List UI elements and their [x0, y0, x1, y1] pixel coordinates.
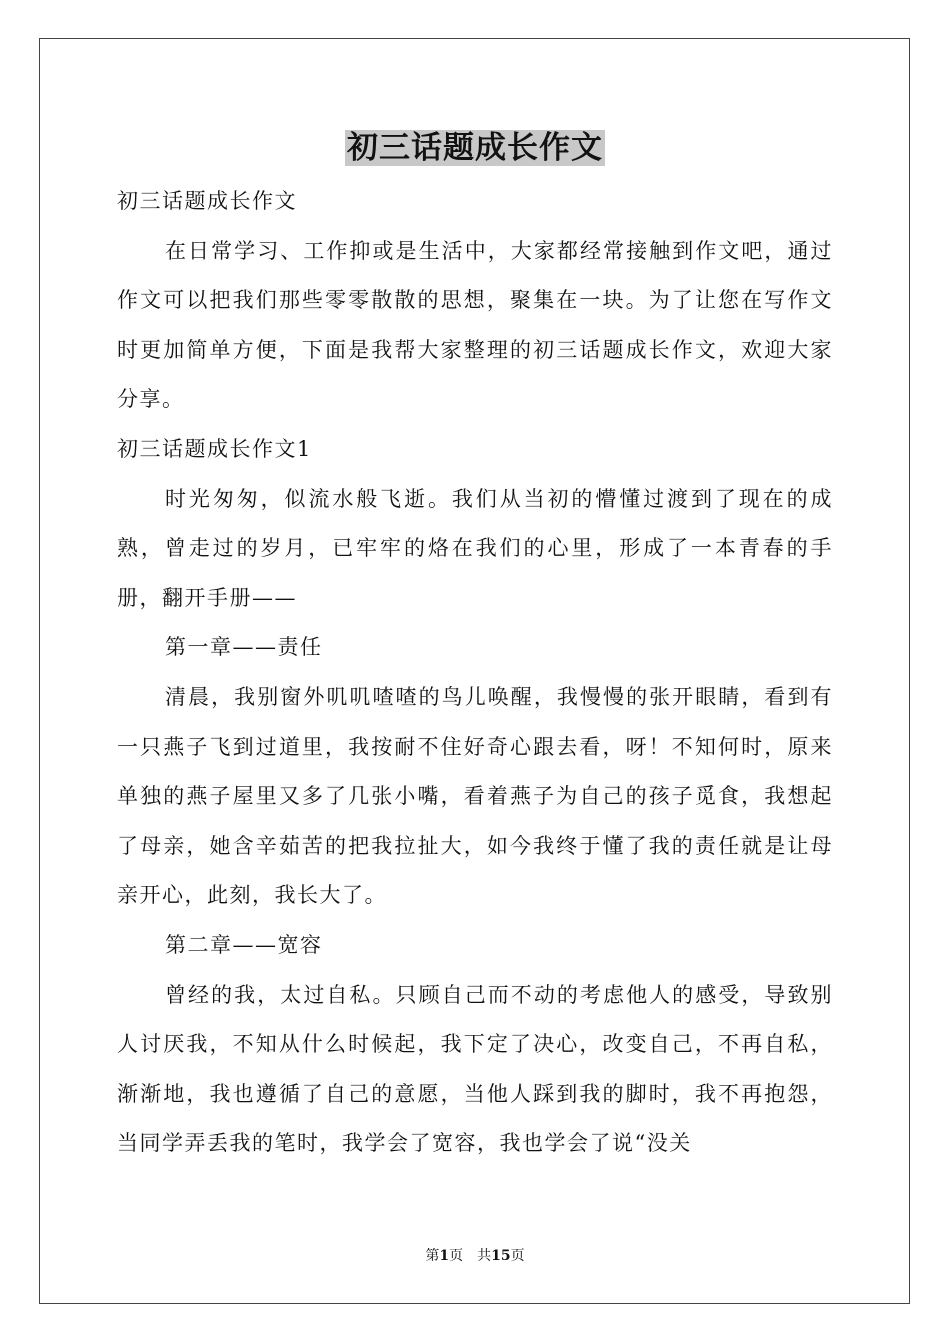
paragraph-chapter-heading: 第二章——宽容 — [165, 932, 323, 957]
footer-page-number: 1 — [439, 1248, 450, 1264]
footer-total-suffix: 页 — [510, 1248, 525, 1264]
paragraph-intro: 在日常学习、工作抑或是生活中，大家都经常接触到作文吧，通过作文可以把我们那些零零散散的思想，聚集在一块。为了让您在写作文时更加简单方便，下面是我帮大家整理的初三话题成长作文，欢迎大家分享。 — [117, 238, 833, 412]
document-title — [0, 126, 950, 170]
page-footer — [0, 1246, 950, 1266]
footer-total-pages: 15 — [491, 1248, 511, 1264]
document-title-text: 初三话题成长作文 — [347, 130, 603, 166]
footer-total-prefix: 共 — [477, 1248, 492, 1264]
footer-page-prefix: 第 — [425, 1248, 440, 1264]
footer-page-suffix: 页 — [449, 1248, 464, 1264]
paragraph-heading: 初三话题成长作文 — [117, 189, 297, 213]
paragraph-body: 清晨，我别窗外叽叽喳喳的鸟儿唤醒，我慢慢的张开眼睛，看到有一只燕子飞到过道里，我按耐不住好奇心跟去看，呀！不知何时，原来单独的燕子屋里又多了几张小嘴，看着燕子为自己的孩子觅食，我想起了母亲，她含辛茹苦的把我拉扯大，如今我终于懂了我的责任就是让母亲开心，此刻，我长大了。 — [117, 684, 833, 908]
document-body — [117, 177, 833, 1169]
paragraph-body: 曾经的我，太过自私。只顾自己而不动的考虑他人的感受，导致别人讨厌我，不知从什么时候起，我下定了决心，改变自己，不再自私，渐渐地，我也遵循了自己的意愿，当他人踩到我的脚时，我不再抱怨，当同学弄丢我的笔时，我学会了宽容，我也学会了说“没关 — [117, 982, 833, 1156]
paragraph-body: 时光匆匆，似流水般飞逝。我们从当初的懵懂过渡到了现在的成熟，曾走过的岁月，已牢牢的烙在我们的心里，形成了一本青春的手册，翻开手册—— — [117, 486, 833, 610]
paragraph-section-heading: 初三话题成长作文1 — [117, 436, 312, 461]
paragraph-chapter-heading: 第一章——责任 — [165, 635, 323, 660]
